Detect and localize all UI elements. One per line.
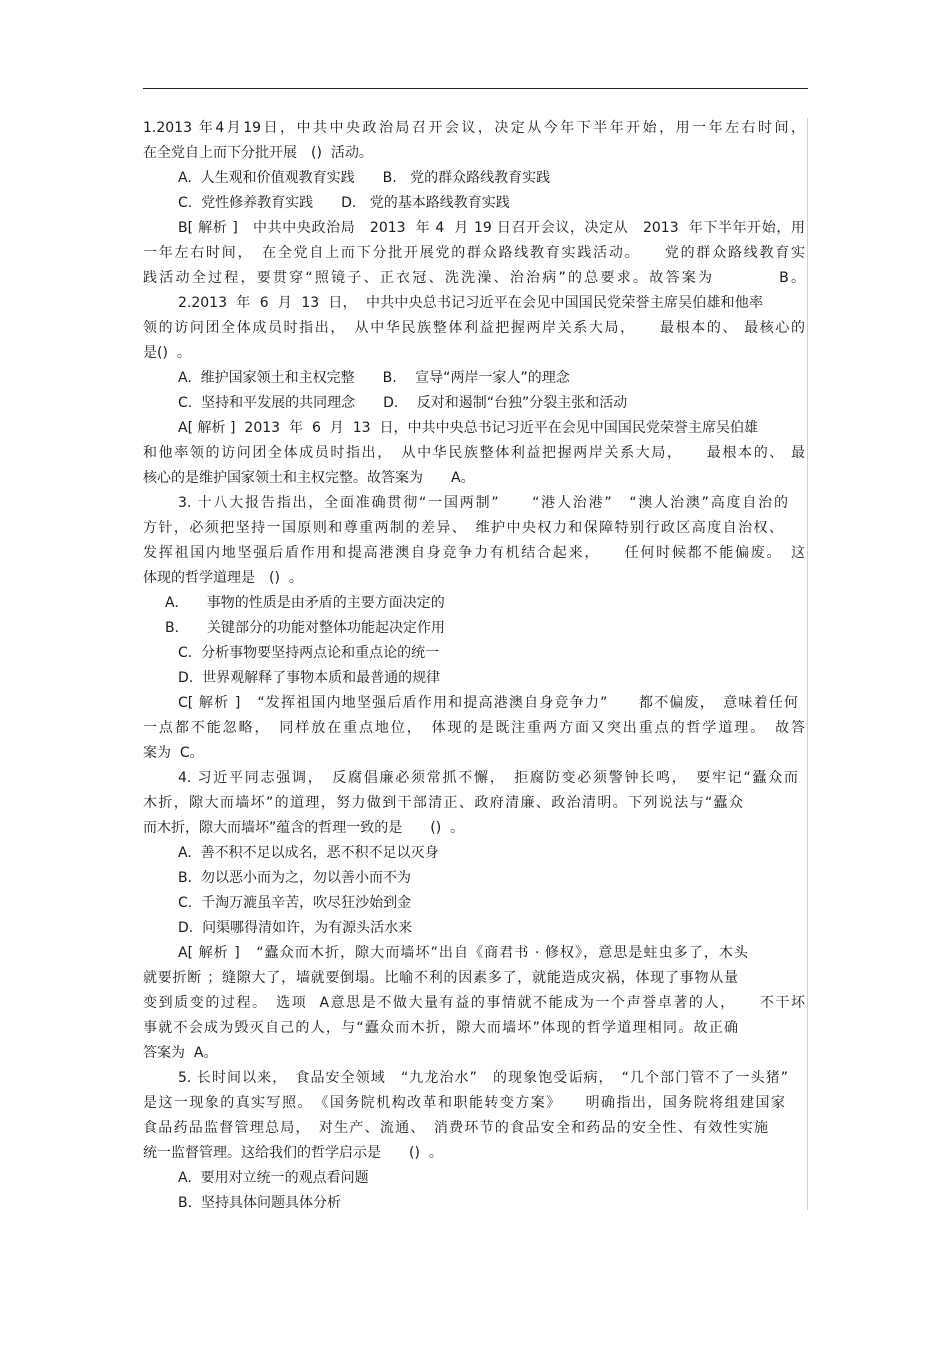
q4-option-a: A. 善不积不足以成名，恶不积不足以灭身 — [178, 845, 439, 861]
q5-option-b: B. 坚持具体问题具体分析 — [178, 1195, 341, 1211]
q3-option-d: D. 世界观解释了事物本质和最普通的规律 — [178, 670, 441, 686]
q1-options-ab: A. 人生观和价值观教育实践 B. 党的群众路线教育实践 — [178, 170, 551, 186]
q4-option-c: C. 千淘万漉虽辛苦，吹尽狂沙始到金 — [178, 895, 412, 911]
q2-stem-line-3: 是() 。 — [143, 345, 191, 361]
q3-analysis-line-2: 一点都不能忽略， 同样放在重点地位， 体现的是既注重两方面又突出重点的哲学道理。 故答 — [143, 720, 805, 736]
q1-stem-line-2: 在全党自上而下分批开展 () 活动。 — [143, 145, 373, 161]
q4-analysis-line-3: 变到质变的过程。 选项 A意思是不做大量有益的事情就不能成为一个声誉卓著的人， 不干坏 — [143, 995, 805, 1011]
q3-analysis-line-3: 案为 C。 — [143, 745, 204, 761]
q3-stem-line-2: 方针，必须把坚持一国原则和尊重两制的差异、 维护中央权力和保障特别行政区高度自治权、 — [143, 520, 783, 536]
q1-stem-line-1: 1.2013 年4月19日，中共中央政治局召开会议，决定从今年下半年开始，用一年左右时间， — [143, 120, 805, 136]
q1-options-cd: C. 党性修养教育实践 D. 党的基本路线教育实践 — [178, 195, 510, 211]
q3-option-c: C. 分析事物要坚持两点论和重点论的统一 — [178, 645, 440, 661]
q3-stem-line-4: 体现的哲学道理是 () 。 — [143, 570, 303, 586]
q3-option-b: B. 关键部分的功能对整体功能起决定作用 — [165, 620, 446, 636]
q5-stem-line-3: 食品药品监督管理总局， 对生产、流通、 消费环节的食品安全和药品的安全性、有效性实施 — [143, 1120, 768, 1136]
q1-analysis-line-1: B[ 解析 ] 中共中央政治局 2013 年 4 月 19 日召开会议，决定从 2013 年下半年开始，用 — [178, 220, 805, 236]
q1-analysis-line-3: 践活动全过程，要贯穿“照镜子、正衣冠、洗洗澡、治治病”的总要求。故答案为 B。 — [143, 270, 805, 286]
q4-analysis-line-1: A[ 解析 ] “蠹众而木折，隙大而墙坏”出自《商君书 · 修权》，意思是蛀虫多了，木头 — [178, 945, 748, 961]
q2-analysis-line-3: 核心的是维护国家领土和主权完整。故答案为 A。 — [143, 470, 475, 486]
q5-option-a: A. 要用对立统一的观点看问题 — [178, 1170, 369, 1186]
q4-option-d: D. 问渠哪得清如许，为有源头活水来 — [178, 920, 413, 936]
q4-analysis-line-4: 事就不会成为毁灭自己的人，与“蠹众而木折，隙大而墙坏”体现的哲学道理相同。故正确 — [143, 1020, 738, 1036]
q2-options-cd: C. 坚持和平发展的共同理念 D. 反对和遏制“台独”分裂主张和活动 — [178, 395, 628, 411]
q4-analysis-line-2: 就要折断 ；缝隙大了，墙就要倒塌。比喻不利的因素多了，就能造成灾祸，体现了事物从量 — [143, 970, 738, 986]
q2-analysis-line-2: 和他率领的访问团全体成员时指出， 从中华民族整体利益把握两岸关系大局， 最根本的、 最 — [143, 445, 805, 461]
q2-options-ab: A. 维护国家领土和主权完整 B. 宣导“两岸一家人”的理念 — [178, 370, 570, 386]
q3-stem-line-3: 发挥祖国内地坚强后盾作用和提高港澳自身竞争力有机结合起来， 任何时候都不能偏废。 这 — [143, 545, 805, 561]
q4-stem-line-3: 而木折，隙大而墙坏”蕴含的哲理一致的是 () 。 — [143, 820, 465, 836]
q5-stem-line-2: 是这一现象的真实写照。 《国务院机构改革和职能转变方案》 明确指出，国务院将组建国家 — [143, 1095, 785, 1111]
q2-stem-line-2: 领的访问团全体成员时指出， 从中华民族整体利益把握两岸关系大局， 最根本的、 最核心的 — [143, 320, 805, 336]
q4-option-b: B. 勿以恶小而为之，勿以善小而不为 — [178, 870, 411, 886]
q3-option-a: A. 事物的性质是由矛盾的主要方面决定的 — [165, 595, 445, 611]
q1-analysis-line-2: 一年左右时间， 在全党自上而下分批开展党的群众路线教育实践活动。 党的群众路线教育实 — [143, 245, 805, 261]
q4-analysis-line-5: 答案为 A。 — [143, 1045, 218, 1061]
q2-stem-line-1: 2.2013 年 6 月 13 日， 中共中央总书记习近平在会见中国国民党荣誉主席吴伯雄和他率 — [178, 295, 763, 311]
q3-analysis-line-1: C[ 解析 ] “发挥祖国内地坚强后盾作用和提高港澳自身竞争力” 都不偏废， 意味着任何 — [178, 695, 798, 711]
q4-stem-line-1: 4. 习近平同志强调， 反腐倡廉必须常抓不懈， 拒腐防变必须警钟长鸣， 要牢记“蠹众而 — [178, 770, 798, 786]
q2-analysis-line-1: A[ 解析 ] 2013 年 6 月 13 日，中共中央总书记习近平在会见中国国民党荣誉主席吴伯雄 — [178, 420, 758, 436]
q3-stem-line-1: 3. 十八大报告指出，全面准确贯彻“一国两制” “港人治港” “澳人治澳”高度自治的 — [178, 495, 788, 511]
q5-stem-line-4: 统一监督管理。这给我们的哲学启示是 () 。 — [143, 1145, 443, 1161]
q4-stem-line-2: 木折，隙大而墙坏”的道理，努力做到干部清正、政府清廉、政治清明。下列说法与“蠹众 — [143, 795, 743, 811]
q5-stem-line-1: 5. 长时间以来， 食品安全领域 “九龙治水” 的现象饱受诟病， “几个部门管不了一头猪” — [178, 1070, 788, 1086]
